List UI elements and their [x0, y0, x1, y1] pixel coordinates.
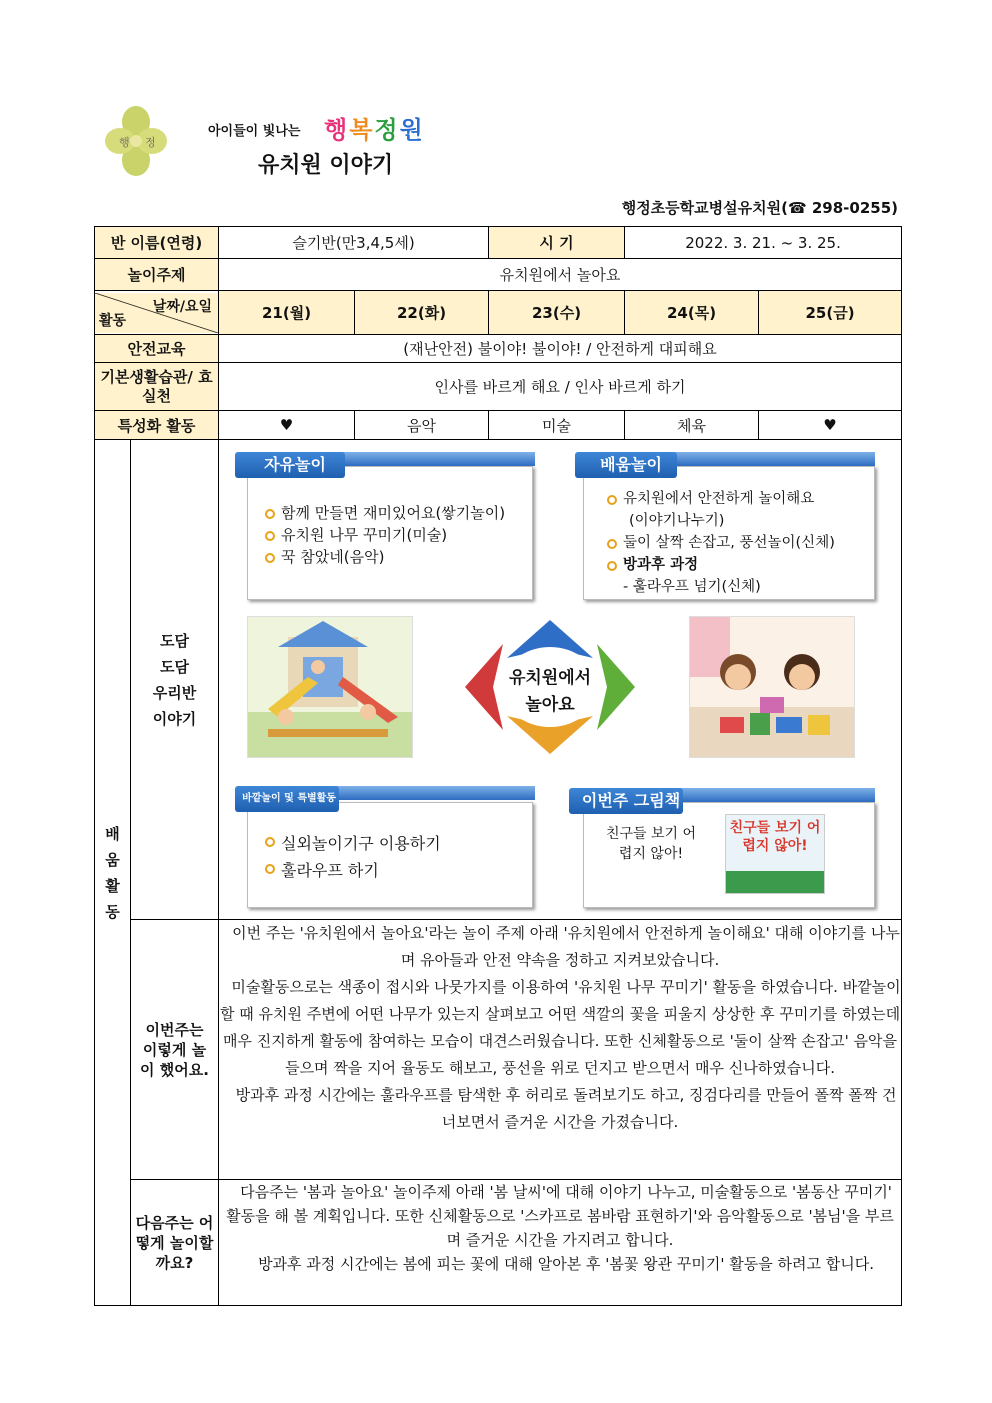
- theme-label: 놀이주제: [95, 259, 219, 291]
- center-topic: [463, 618, 637, 756]
- center-topic-line1: 유치원에서: [508, 668, 592, 688]
- special-label: 특성화 활동: [95, 411, 219, 440]
- day-wed: 23(수): [489, 291, 625, 335]
- svg-text:행: 행: [119, 136, 130, 149]
- class-label: 반 이름(연령): [95, 227, 219, 259]
- list-item: 방과후 과정: [603, 554, 873, 576]
- habits-value: 인사를 바르게 해요 / 인사 바르게 하기: [219, 363, 902, 411]
- list-item: 꾹 참았네(음악): [261, 546, 531, 568]
- outdoor-title: 바깥놀이 및 특별활동: [235, 786, 339, 812]
- free-play-list: [261, 502, 531, 568]
- list-item: 유치원에서 안전하게 놀이해요: [603, 488, 873, 510]
- day-corner: [95, 291, 219, 335]
- this-week-text: 이번 주는 '유치원에서 놀아요'라는 놀이 주제 아래 '유치원에서 안전하게 놀이해요' 대해 이야기를 나누며 유아들과 안전 약속을 정하고 지켜보았습니다. 미술활동으로는 색종이 접시와 나뭇가지를 이용하여 '유치원 나무 꾸미기' 활동을 하였습니다. 바깥놀이 할 때 유치원 주변에 어떤 나무가 있는지 살펴보고 어떤 색깔의 꽃을 피울지 상상한 후 꾸미기를 하였는데 매우 진지하게 활동에 참여하는 모습이 대견스러웠습니다. 또한 신체활동으로 '둘이 살짝 손잡고' 음악을 들으며 짝을 지어 율동도 해보고, 풍선을 위로 던지고 받으면서 매우 신나하였습니다. 방과후 과정 시간에는 훌라우프를 탐색한 후 허리로 돌려보기도 하고, 징검다리를 만들어 폴짝 폴짝 건너보면서 즐거운 시간을 가졌습니다.: [219, 920, 902, 1180]
- corner-bottom: 활동: [99, 312, 127, 329]
- special-thu: 체육: [625, 411, 759, 440]
- list-item: 함께 만들면 재미있어요(쌓기놀이): [261, 502, 531, 524]
- special-mon: ♥: [219, 411, 355, 440]
- page-header: [100, 100, 500, 190]
- outdoor-list: [261, 830, 531, 884]
- special-fri: ♥: [759, 411, 902, 440]
- next-week-text: 다음주는 '봄과 놀아요' 놀이주제 아래 '봄 날씨'에 대해 이야기 나누고, 미술활동으로 '봄동산 꾸미기' 활동을 해 볼 계획입니다. 또한 신체활동으로 '스카프로 봄바람 표현하기'와 음악활동으로 '봄님'을 부르며 즐거운 시간을 가지려고 합니다. 방과후 과정 시간에는 봄에 피는 꽃에 대해 알아본 후 '봄꽃 왕관 꾸미기' 활동을 하려고 합니다.: [219, 1180, 902, 1306]
- picture-book-title: 이번주 그림책: [569, 788, 683, 814]
- this-week-label: 이번주는 이렇게 놀이 했어요.: [131, 920, 219, 1180]
- list-item: 실외놀이기구 이용하기: [261, 830, 531, 857]
- list-item: - 훌라우프 넘기(신체): [623, 579, 761, 595]
- class-value: 슬기반(만3,4,5세): [219, 227, 489, 259]
- page-title: 유치원 이야기: [258, 153, 394, 178]
- learning-play-title: 배움놀이: [575, 452, 677, 478]
- board-label: 도담 도담 우리반 이야기: [131, 440, 219, 920]
- brand-title: 행복정원: [324, 116, 425, 144]
- picture-book-cover: 친구들 보기 어렵지 않아!: [725, 814, 825, 894]
- safety-value: (재난안전) 불이야! 불이야! / 안전하게 대피해요: [219, 335, 902, 363]
- block-play-illustration: [689, 616, 855, 758]
- day-fri: 25(금): [759, 291, 902, 335]
- picture-book-desc: 친구들 보기 어렵지 않아!: [605, 826, 697, 862]
- learning-play-list: [603, 488, 873, 598]
- theme-value: 유치원에서 놀아요: [219, 259, 902, 291]
- list-item: 훌라우프 하기: [261, 857, 531, 884]
- special-wed: 미술: [489, 411, 625, 440]
- weekly-plan-table: [94, 226, 902, 1306]
- free-play-title: 자유놀이: [235, 452, 345, 478]
- list-item: 유치원 나무 꾸미기(미술): [261, 524, 531, 546]
- corner-top: 날짜/요일: [152, 298, 213, 315]
- svg-text:정: 정: [145, 136, 156, 149]
- list-item: (이야기나누기): [629, 513, 725, 529]
- day-mon: 21(월): [219, 291, 355, 335]
- kindergarten-emblem: [104, 104, 168, 178]
- special-tue: 음악: [355, 411, 489, 440]
- playground-illustration: [247, 616, 413, 758]
- center-topic-line2: 놀아요: [525, 695, 575, 715]
- school-name: 행정초등학교병설유치원(☎ 298-0255): [621, 199, 898, 217]
- day-tue: 22(화): [355, 291, 489, 335]
- activity-board: [219, 440, 902, 920]
- side-label-learning: 배움활동: [95, 440, 131, 1306]
- habits-label: 기본생활습관/ 효 실천: [95, 363, 219, 411]
- period-value: 2022. 3. 21. ~ 3. 25.: [625, 227, 902, 259]
- safety-label: 안전교육: [95, 335, 219, 363]
- period-label: 시 기: [489, 227, 625, 259]
- slogan: 아이들이 빛나는: [208, 124, 301, 139]
- day-thu: 24(목): [625, 291, 759, 335]
- list-item: 둘이 살짝 손잡고, 풍선놀이(신체): [603, 532, 873, 554]
- next-week-label: 다음주는 어떻게 놀이할까요?: [131, 1180, 219, 1306]
